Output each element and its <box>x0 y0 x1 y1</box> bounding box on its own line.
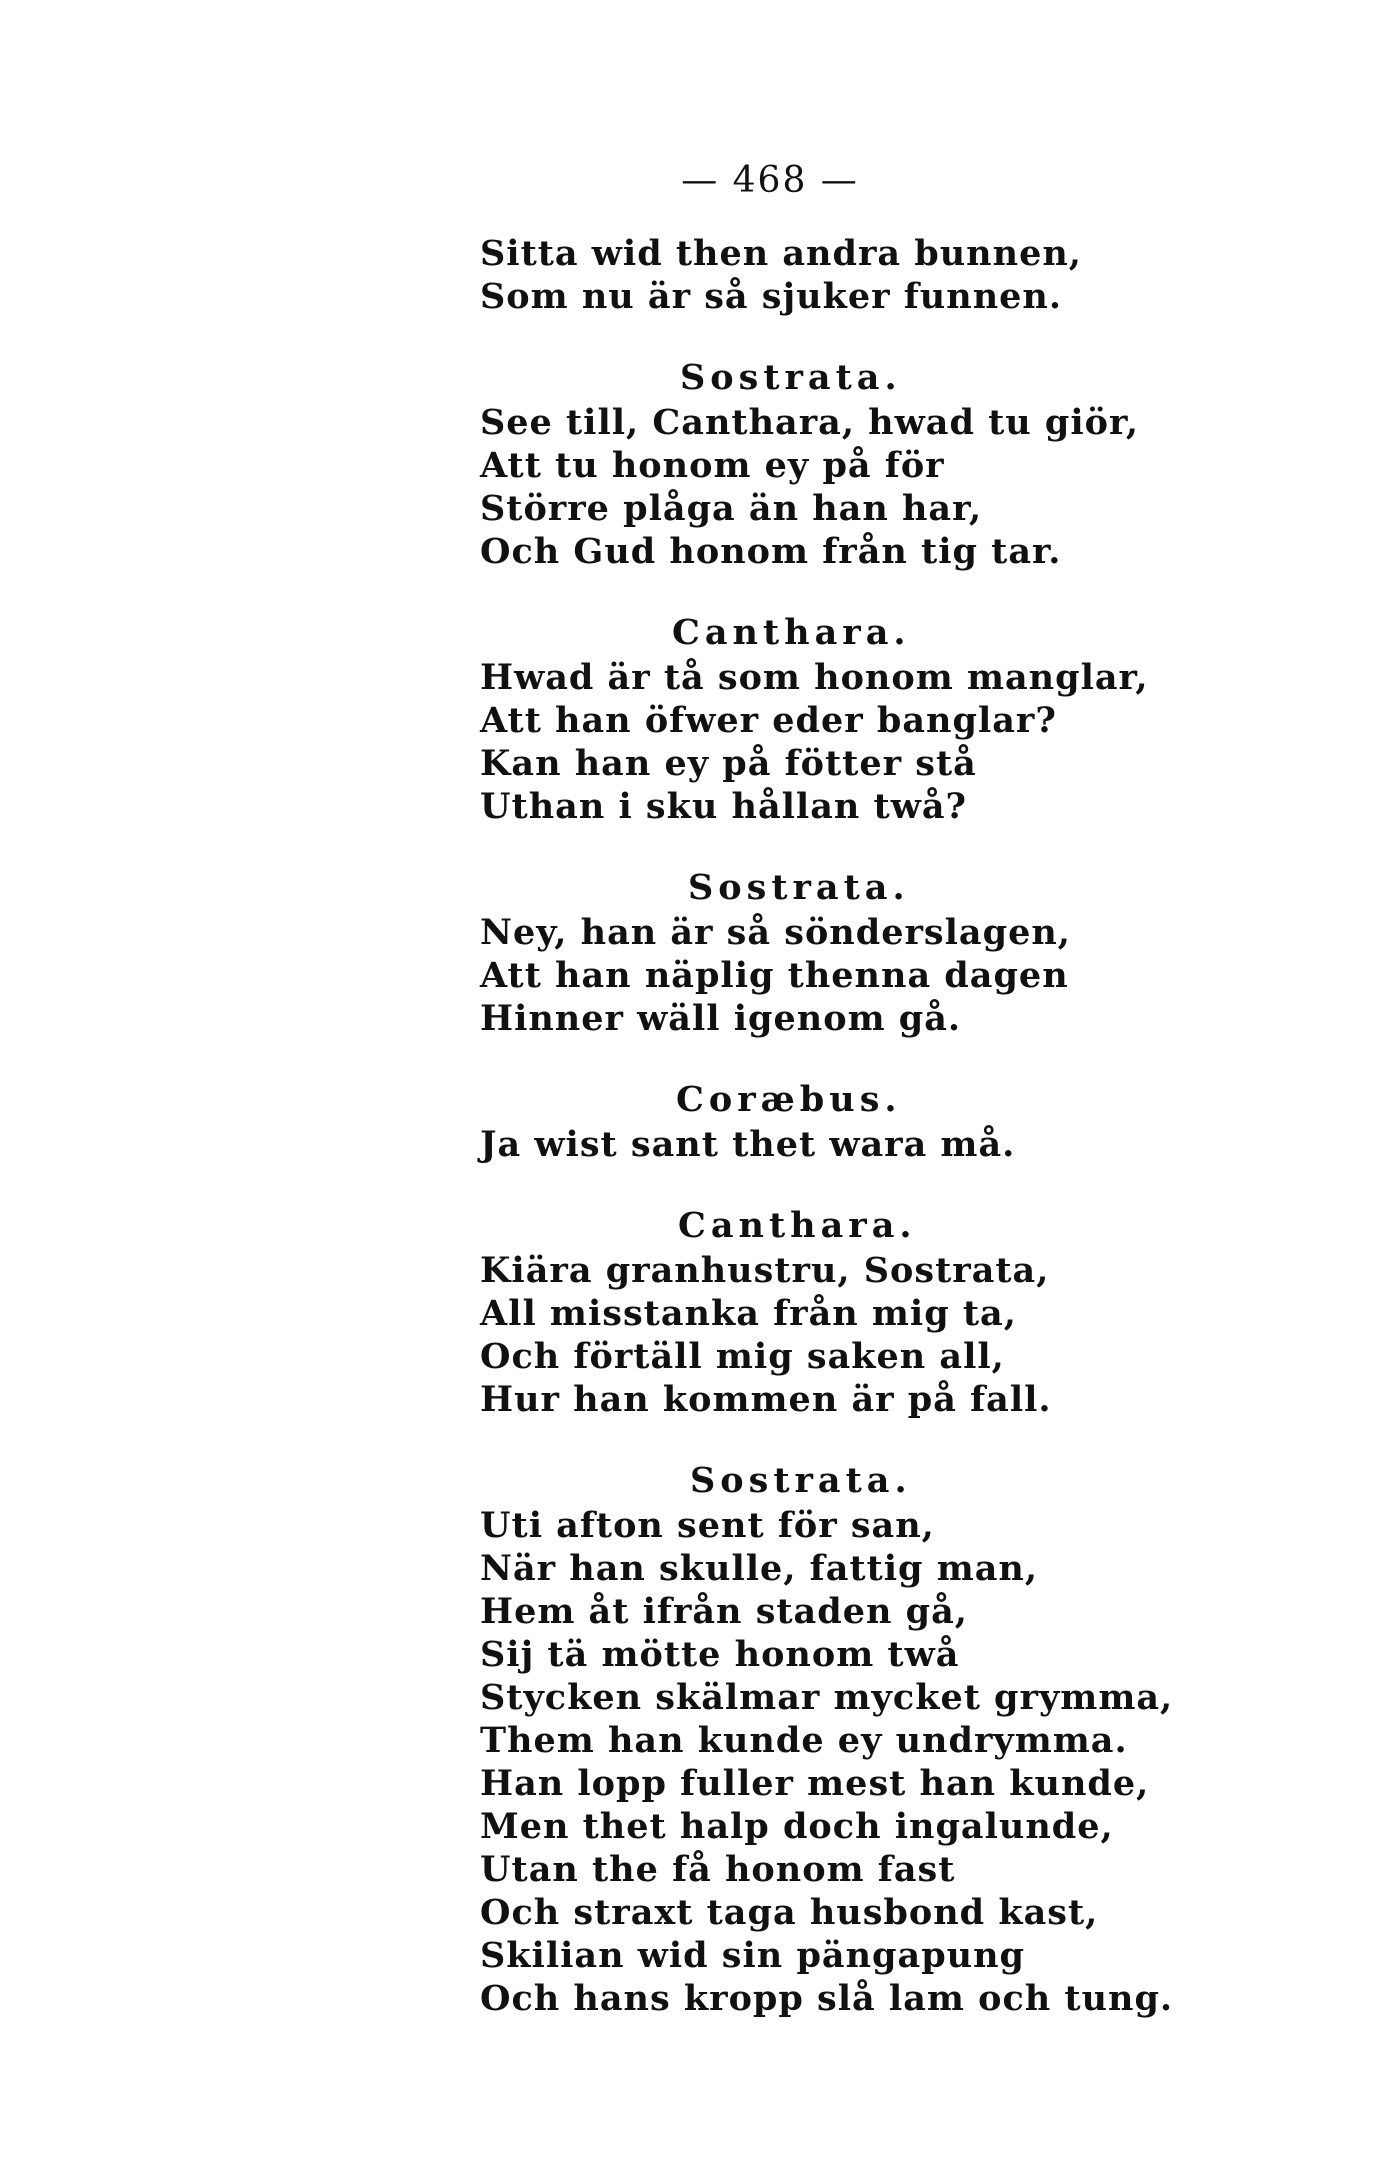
verse-line: Skilian wid sin pängapung <box>480 1935 1026 1976</box>
verse-line: Och Gud honom från tig tar. <box>480 531 1062 572</box>
verse-line: Hwad är tå som honom manglar, <box>480 657 1149 698</box>
speech-block <box>480 611 1149 828</box>
opening-speech <box>480 232 1120 318</box>
speech-block <box>480 1078 1120 1166</box>
verse-line: Som nu är så sjuker funnen. <box>480 276 1063 317</box>
speaker-name: Sostrata. <box>690 1460 912 1501</box>
verse-line: Stycken skälmar mycket grymma, <box>480 1677 1174 1718</box>
verse-line: Uthan i sku hållan twå? <box>480 786 968 827</box>
speech-block <box>480 866 1120 1040</box>
verse-line: See till, Canthara, hwad tu giör, <box>480 402 1140 443</box>
verse-line: Sij tä mötte honom twå <box>480 1634 960 1675</box>
verse-line: Hur han kommen är på fall. <box>480 1379 1052 1420</box>
speech-block <box>480 356 1140 573</box>
verse-line: Att tu honom ey på för <box>480 445 945 486</box>
verse-line: Att han öfwer eder banglar? <box>480 700 1057 741</box>
verse-line: Hinner wäll igenom gå. <box>480 998 962 1039</box>
verse-line: Kiära granhustru, Sostrata, <box>480 1250 1050 1291</box>
speaker-name: Canthara. <box>678 1205 917 1246</box>
speaker-name: Sostrata. <box>688 867 910 908</box>
verse-line: Han lopp fuller mest han kunde, <box>480 1763 1150 1804</box>
verse-line: När han skulle, fattig man, <box>480 1548 1039 1589</box>
verse-line: Att han näplig thenna dagen <box>480 955 1069 996</box>
verse-line: Hem åt ifrån staden gå, <box>480 1591 968 1632</box>
verse-line: Sitta wid then andra bunnen, <box>480 233 1082 274</box>
verse-line: Them han kunde ey undrymma. <box>480 1720 1128 1761</box>
verse-line: Och straxt taga husbond kast, <box>480 1892 1099 1933</box>
verse-line: Utan the få honom fast <box>480 1849 956 1890</box>
verse-line: Kan han ey på fötter stå <box>480 743 977 784</box>
verse-line: Uti afton sent för san, <box>480 1505 935 1546</box>
page-number: — 468 — <box>681 160 859 201</box>
speech-block <box>480 1459 1174 2020</box>
speaker-name: Coræbus. <box>676 1079 902 1120</box>
verse-line: All misstanka från mig ta, <box>480 1293 1017 1334</box>
poem-text <box>480 232 1174 2020</box>
verse-line: Men thet halp doch ingalunde, <box>480 1806 1114 1847</box>
verse-line: Ney, han är så sönderslagen, <box>480 912 1071 953</box>
verse-line: Större plåga än han har, <box>480 488 983 529</box>
speech-block <box>480 1204 1120 1421</box>
verse-line: Och hans kropp slå lam och tung. <box>480 1978 1174 2019</box>
speaker-name: Canthara. <box>672 612 911 653</box>
verse-line: Och förtäll mig saken all, <box>480 1336 1005 1377</box>
verse-line: Ja wist sant thet wara må. <box>480 1124 1016 1165</box>
speaker-name: Sostrata. <box>680 357 902 398</box>
